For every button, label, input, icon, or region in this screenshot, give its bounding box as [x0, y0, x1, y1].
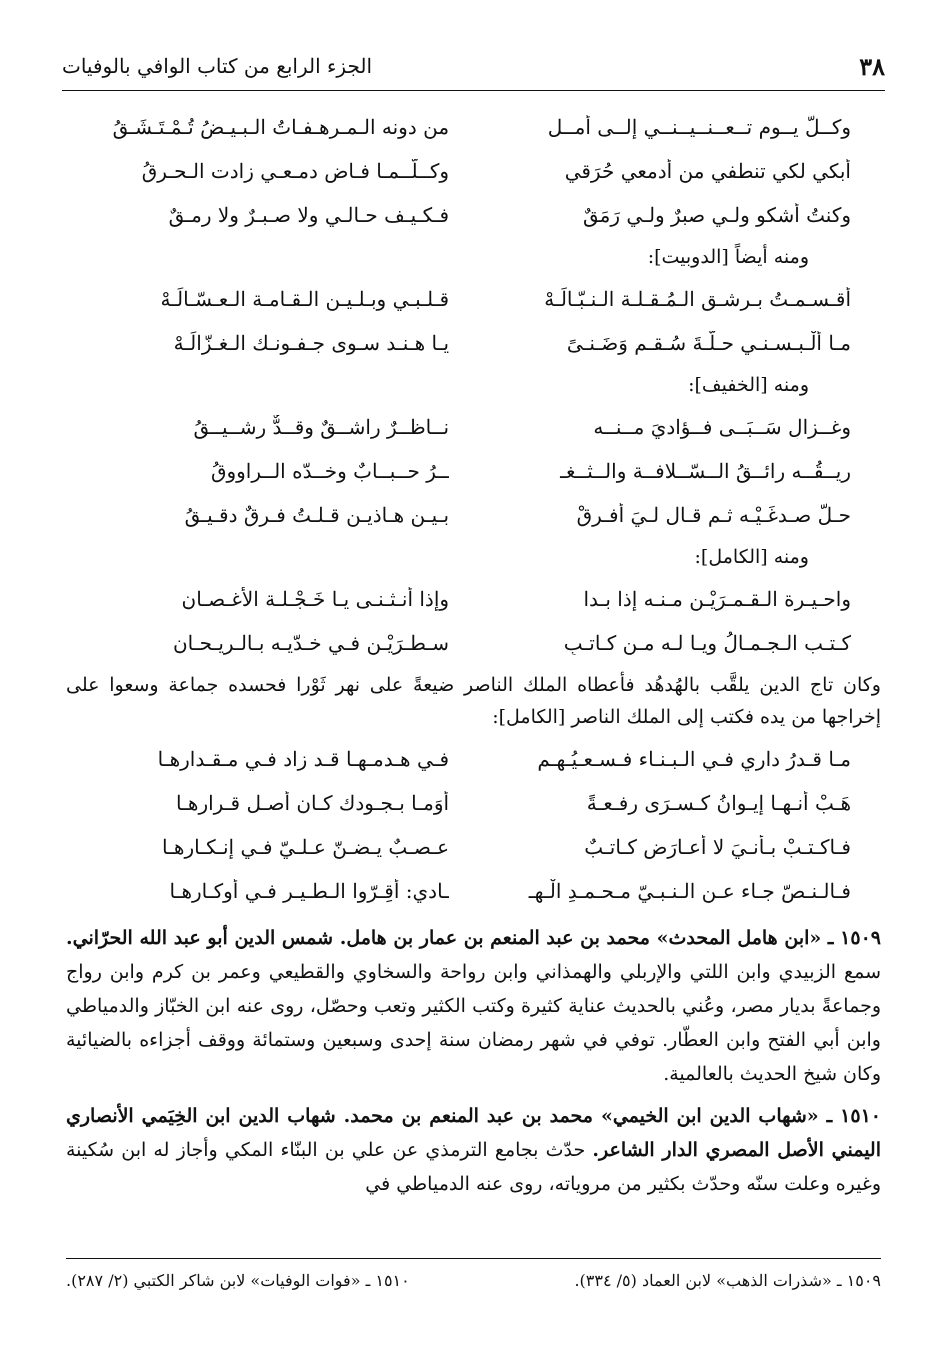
verse-second-hemistich: أوَمـا بـجـودك كـان أصـل قـرارِهـا [175, 791, 450, 815]
verse-first-hemistich: وكــلَّ يــوم تــعــنــيــنــي إلــى أمــلِ [547, 115, 851, 139]
verse-line [66, 869, 881, 913]
page-number: ٣٨ [859, 51, 885, 81]
verse-line [66, 405, 881, 449]
verse-second-hemistich: سـطـرَيْـن فـي خـدّيـه بـالـريـحـانِ [172, 631, 450, 655]
verse-line [66, 277, 881, 321]
biography-entry-1510 [66, 1099, 881, 1201]
verse-second-hemistich: ـادي: أَقِـرّوا الـطـيـر فـي أوكـارِهـا [169, 879, 450, 903]
verse-line [66, 105, 881, 149]
verse-line [66, 149, 881, 193]
verse-first-hemistich: كـتـب الـجـمـالُ ويـا لـه مـن كـاتـبٍ [563, 631, 851, 655]
verse-line [66, 825, 881, 869]
verse-first-hemistich: أبكي لكي تنطفي من أدمعي حُرَقي [564, 159, 851, 183]
verse-second-hemistich: قـلـبـي وبـلـيـن الـقـامـة الـعـسّـالَـهْ [160, 287, 450, 311]
verse-line [66, 193, 881, 237]
verse-first-hemistich: وغــزالٍ سَــبَــى فــؤاديَ مــنــه [593, 415, 851, 439]
entry-heading: ١٥١٠ ـ «شهاب الدين ابن الخيمي» محمد بن عبد المنعم بن محمد. شهاب الدين ابن الخِيَمي الأنصاري اليمني الأصل المصري الدار الشاعر. [66, 1105, 881, 1161]
verse-second-hemistich: فـكـيـف حـالـي ولا صـبـرٌ ولا رمـقٌ [168, 203, 450, 227]
verse-first-hemistich: فـاكـتـبْ بـأنـيَ لا أُعـارَض كـاتـبٌ [584, 835, 851, 859]
verse-first-hemistich: ريــقُــه رائــقُ الــسّــلافــة والــثــغـ [560, 459, 851, 483]
meter-intro: ومنه [الخفيف]: [688, 374, 809, 396]
meter-intro: ومنه أيضاً [الدوبيت]: [647, 246, 809, 268]
verse-second-hemistich: من دونه الـمـرهـفـاتُ الـبـيـضُ تُـمْـتَـشَـقُ [112, 115, 450, 139]
verse-second-hemistich: ــرُ حــبــابٌ وخــدّه الــراووقُ [210, 459, 450, 483]
verse-line [66, 577, 881, 621]
verse-second-hemistich: فـي هـدمـهـا قـد زاد فـي مـقـدارِهـا [157, 747, 450, 771]
verse-first-hemistich: واحـيـرة الـقـمـرَيْـن مـنـه إذا بـدا [583, 587, 851, 611]
verse-line [66, 621, 881, 665]
verse-line [66, 321, 881, 365]
verse-line [66, 781, 881, 825]
verse-line [66, 737, 881, 781]
verse-first-hemistich: وكنتُ أشكو ولـي صبرٌ ولـي رَمَقٌ [583, 203, 851, 227]
verse-line [66, 493, 881, 537]
running-title: الجزء الرابع من كتاب الوافي بالوفيات [62, 54, 373, 78]
page-body [66, 105, 881, 1201]
footnote-1509: ١٥٠٩ ـ «شذرات الذهب» لابن العماد (٥/ ٣٣٤). [574, 1271, 881, 1290]
prose-paragraph: وكان تاج الدين يلقَّب بالهُدهُد فأعطاه الملك الناصر ضيعةً على نهر ثَوْرا فحسده جماعة وسعوا على إخراجها من يده فكتب إلى الملك الناصر [الكامل]: [66, 674, 881, 728]
verse-first-hemistich: هَـبْ أنـهـا إيـوانُ كـسـرَى رفـعـةً [586, 791, 851, 815]
verse-second-hemistich: وكــلّــمـا فـاض دمـعـي زادت الـحـرقُ [141, 159, 450, 183]
verse-first-hemistich: حـلّ صـدغَـيْـه ثـم قـال لـيَ أفـرقْ [576, 503, 851, 527]
verse-second-hemistich: وإذا أنـثـنـى يـا خَـجْـلـة الأغـصـانِ [181, 587, 450, 611]
verse-second-hemistich: بـيـن هـاذيـن قـلـتُ فـرقٌ دقـيـقُ [184, 503, 450, 527]
entry-text: حدّث بجامع الترمذي عن علي بن البنّاء المكي وأجاز له ابن سُكينة وغيره وعلت سنّه وحدّث بكثير من مروياته، روى عنه الدمياطي في [66, 1139, 881, 1195]
biography-entry-1509 [66, 921, 881, 1091]
verse-line [66, 449, 881, 493]
meter-intro: ومنه [الكامل]: [694, 546, 809, 568]
footnote-1510: ١٥١٠ ـ «فوات الوفيات» لابن شاكر الكتبي (٢/ ٢٨٧). [66, 1271, 410, 1290]
verse-first-hemistich: مـا قـدرُ داري فـي الـبـنـاء فـسـعـيُـهـم [537, 747, 851, 771]
verse-second-hemistich: يـا هـنـد سـوى جـفـونـك الـغـزّالَـهْ [173, 331, 450, 355]
verse-first-hemistich: مـا أَلْـبـسـنـي حـلّـةَ سُـقـمٍ وَضَـنـىً [566, 331, 851, 355]
entry-text: سمع الزبيدي وابن اللتي والإربلي والهمذاني وابن رواحة والسخاوي والقطيعي وعمر بن كرم وابن رواج وجماعةً بديار مصر، وعُني بالحديث عناية كثيرة وكتب الكثير وتعب وحصّل، روى عنه ابن الخبّاز والدمياطي وابن أبي الفتح وابن العطّار. توفي في شهر رمضان سنة إحدى وسبعين وستمائة ووقف أجزاءه بالضيائية وكان شيخ الحديث بالعالمية. [66, 961, 881, 1085]
page-header [62, 42, 885, 91]
verse-first-hemistich: أقـسـمـتُ بـرشـق الـمُـقـلـة الـنـبّـالَـهْ [544, 287, 851, 311]
verse-second-hemistich: نــاظــرٌ راشــقٌ وقــدٌّ رشــيــقُ [193, 415, 450, 439]
verse-second-hemistich: عـصـبٌ يـضـنّ عـلـيّ فـي إنـكـارِهـا [161, 835, 450, 859]
footnotes [66, 1258, 881, 1290]
entry-heading: ١٥٠٩ ـ «ابن هامل المحدث» محمد بن عبد المنعم بن عمار بن هامل. شمس الدين أبو عبد الله الحرّاني. [66, 927, 881, 949]
verse-first-hemistich: فـالـنـصّ جـاء عـن الـنـبـيّ مـحـمـدِ الْـهـ [528, 879, 851, 903]
